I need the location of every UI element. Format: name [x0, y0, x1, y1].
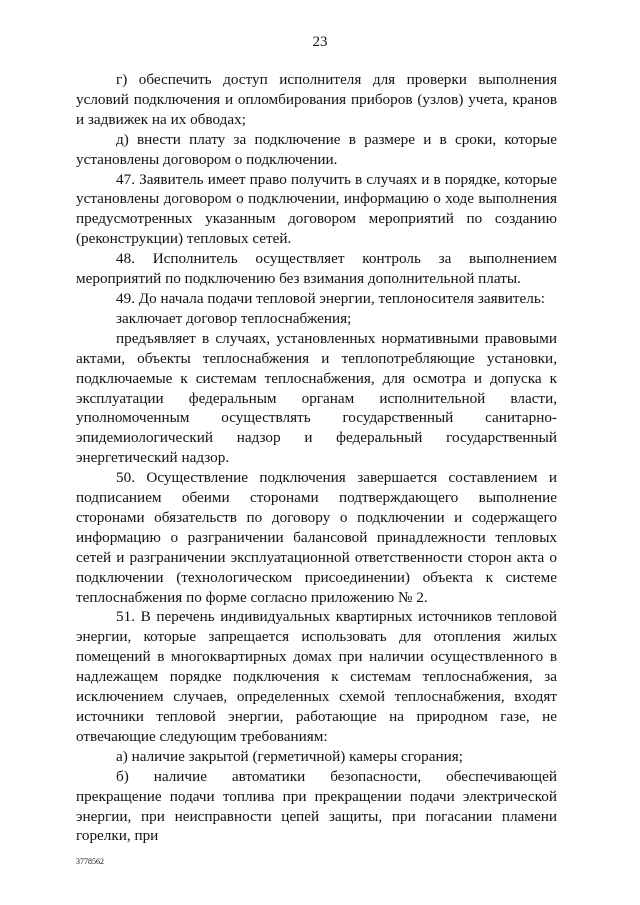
paragraph-51-a: а) наличие закрытой (герметичной) камеры сгорания;	[116, 747, 463, 765]
paragraph-48: 48. Исполнитель осуществляет контроль за выполнением мероприятий по подключению без взимания дополнительной платы.	[76, 250, 557, 288]
paragraph-50: 50. Осуществление подключения завершается составлением и подписанием обеими сторонами подтверждающего выполнение сторонами обязательств по договору о подключении и содержащего информацию о разграничении балансовой принадлежности тепловых сетей и разграничении эксплуатационной ответственности сторон акта о подключении (технологическом присоединении) объекта к системе теплоснабжения по форме согласно приложению № 2.	[76, 469, 557, 606]
paragraph-49-item-1: заключает договор теплоснабжения;	[116, 309, 352, 327]
page-number: 23	[312, 34, 328, 50]
paragraph-g: г) обеспечить доступ исполнителя для проверки выполнения условий подключения и опломбирования приборов (узлов) учета, кранов и задвижек на их обводах;	[76, 71, 557, 128]
body-text	[76, 70, 557, 846]
paragraph-51-b: б) наличие автоматики безопасности, обеспечивающей прекращение подачи топлива при прекращении подачи электрической энергии, при неисправности цепей защиты, при погасании пламени горелки, при	[76, 767, 557, 845]
paragraph-49-item-2: предъявляет в случаях, установленных нормативными правовыми актами, объекты теплоснабжения и теплопотребляющие установки, подключаемые к системам теплоснабжения, для осмотра и допуска к эксплуатации федеральным органам исполнительной власти, уполномоченным осуществлять государственный санитарно-эпидемиологический надзор и федеральный государственный энергетический надзор.	[76, 329, 557, 467]
paragraph-47: 47. Заявитель имеет право получить в случаях и в порядке, которые установлены договором о подключении, информацию о ходе выполнения предусмотренных указанным договором мероприятий по созданию (реконструкции) тепловых сетей.	[76, 170, 557, 248]
document-code: 3778562	[76, 857, 104, 866]
paragraph-d: д) внести плату за подключение в размере и в сроки, которые установлены договором о подключении.	[76, 130, 557, 168]
paragraph-49: 49. До начала подачи тепловой энергии, теплоносителя заявитель:	[116, 289, 545, 307]
paragraph-51: 51. В перечень индивидуальных квартирных источников тепловой энергии, которые запрещается использовать для отопления жилых помещений в многоквартирных домах при наличии осуществленного в надлежащем порядке подключения к системам теплоснабжения, за исключением случаев, определенных схемой теплоснабжения, входят источники тепловой энергии, работающие на природном газе, не отвечающие следующим требованиям:	[76, 608, 557, 745]
